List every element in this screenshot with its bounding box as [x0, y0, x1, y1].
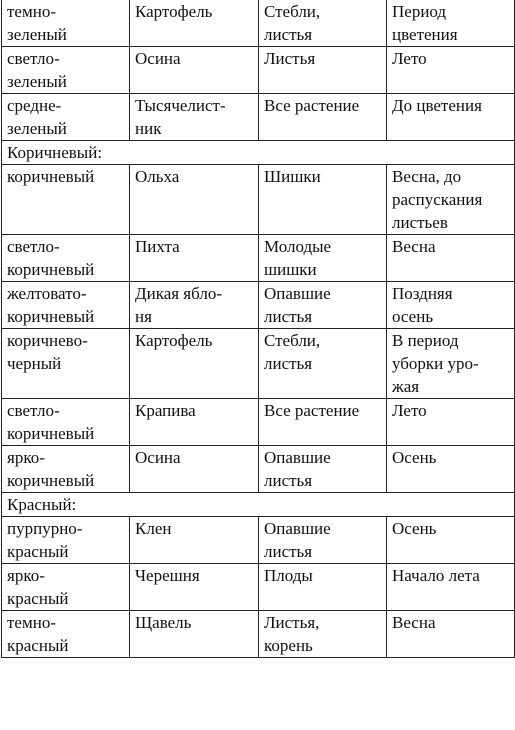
table-row [2, 94, 515, 141]
harvest-time-cell: Осень [387, 446, 515, 493]
plant-cell: Осина [130, 446, 259, 493]
section-heading-row [2, 493, 515, 517]
plant-cell: Крапива [130, 399, 259, 446]
plant-cell: Тысячелист- ник [130, 94, 259, 141]
plant-part-cell: Все растение [259, 94, 387, 141]
plant-part-cell: Опавшие листья [259, 446, 387, 493]
plant-cell: Осина [130, 47, 259, 94]
plant-cell: Пихта [130, 235, 259, 282]
harvest-time-cell: Осень [387, 517, 515, 564]
section-heading: Коричневый: [2, 141, 515, 165]
shade-cell: желтовато- коричневый [2, 282, 130, 329]
table-row [2, 399, 515, 446]
shade-cell: светло- коричневый [2, 399, 130, 446]
harvest-time-cell: Весна [387, 235, 515, 282]
table-row [2, 611, 515, 658]
table-row [2, 47, 515, 94]
shade-cell: коричнево- черный [2, 329, 130, 399]
section-heading-row [2, 141, 515, 165]
harvest-time-cell: Поздняя осень [387, 282, 515, 329]
shade-cell: коричневый [2, 165, 130, 235]
plant-part-cell: Опавшие листья [259, 282, 387, 329]
shade-cell: темно- зеленый [2, 0, 130, 47]
plant-cell: Щавель [130, 611, 259, 658]
plant-cell: Черешня [130, 564, 259, 611]
harvest-time-cell: Лето [387, 47, 515, 94]
harvest-time-cell: Период цветения [387, 0, 515, 47]
harvest-time-cell: В период уборки уро- жая [387, 329, 515, 399]
plant-cell: Дикая ябло- ня [130, 282, 259, 329]
plant-part-cell: Все растение [259, 399, 387, 446]
dye-plants-table [1, 0, 515, 658]
plant-part-cell: Опавшие листья [259, 517, 387, 564]
shade-cell: ярко- коричневый [2, 446, 130, 493]
table-row [2, 282, 515, 329]
plant-cell: Картофель [130, 329, 259, 399]
plant-cell: Клен [130, 517, 259, 564]
plant-part-cell: Шишки [259, 165, 387, 235]
harvest-time-cell: Лето [387, 399, 515, 446]
harvest-time-cell: Весна, до распускания листьев [387, 165, 515, 235]
shade-cell: пурпурно- красный [2, 517, 130, 564]
table-row [2, 517, 515, 564]
table-row [2, 564, 515, 611]
table-row [2, 235, 515, 282]
shade-cell: светло- зеленый [2, 47, 130, 94]
harvest-time-cell: Начало лета [387, 564, 515, 611]
plant-part-cell: Плоды [259, 564, 387, 611]
harvest-time-cell: Весна [387, 611, 515, 658]
shade-cell: темно- красный [2, 611, 130, 658]
plant-part-cell: Листья, корень [259, 611, 387, 658]
shade-cell: светло- коричневый [2, 235, 130, 282]
plant-part-cell: Стебли, листья [259, 0, 387, 47]
table-row [2, 165, 515, 235]
harvest-time-cell: До цветения [387, 94, 515, 141]
plant-cell: Ольха [130, 165, 259, 235]
section-heading: Красный: [2, 493, 515, 517]
shade-cell: ярко- красный [2, 564, 130, 611]
plant-part-cell: Стебли, листья [259, 329, 387, 399]
shade-cell: средне- зеленый [2, 94, 130, 141]
table-row [2, 446, 515, 493]
plant-part-cell: Молодые шишки [259, 235, 387, 282]
plant-cell: Картофель [130, 0, 259, 47]
table-body [2, 0, 515, 658]
plant-part-cell: Листья [259, 47, 387, 94]
table-row [2, 329, 515, 399]
table-row [2, 0, 515, 47]
